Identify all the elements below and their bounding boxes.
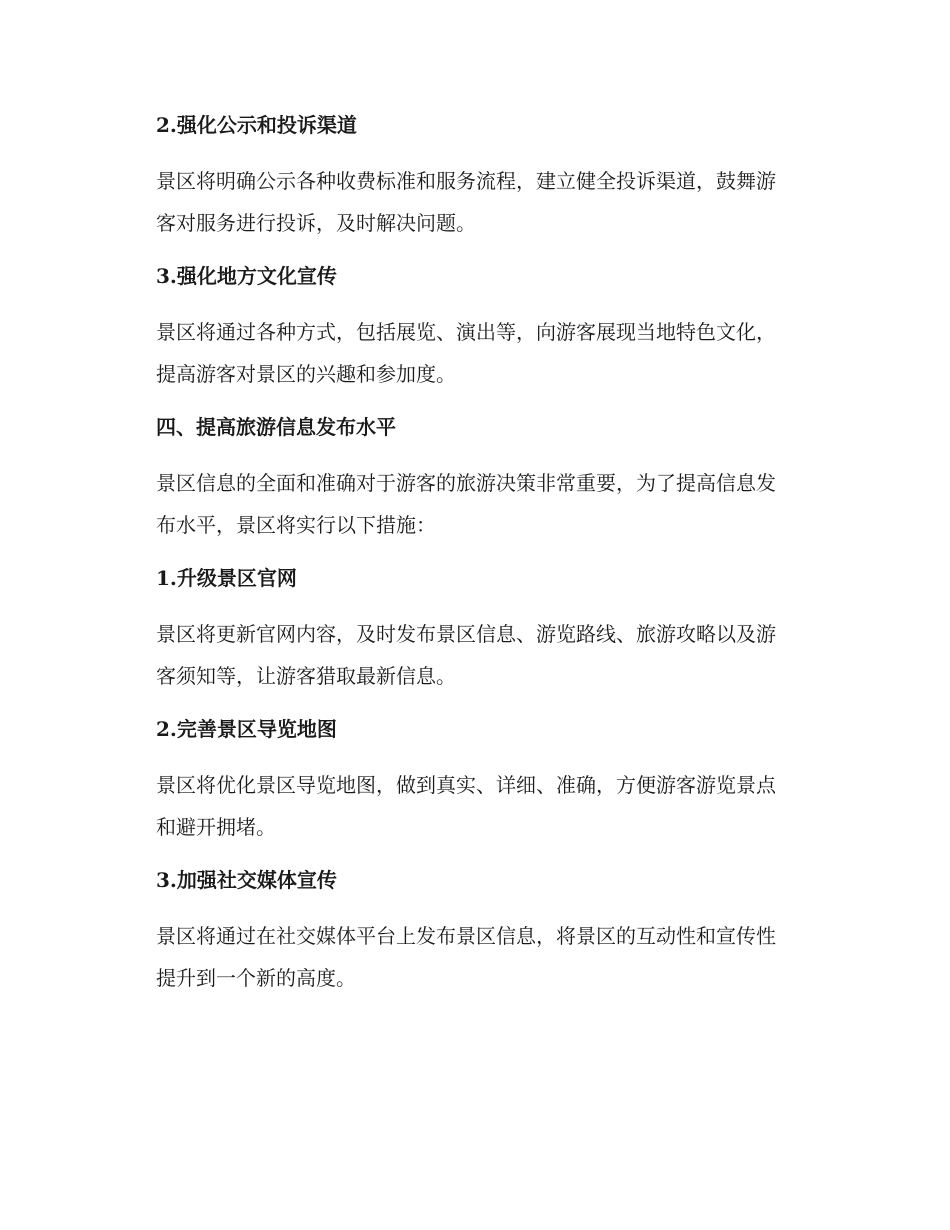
paragraph-line: 景区将明确公示各种收费标准和服务流程，建立健全投诉渠道，鼓舞游 [156, 169, 776, 193]
section-paragraph [113, 311, 832, 395]
paragraph-line: 景区信息的全面和准确对于游客的旅游决策非常重要，为了提高信息发 [156, 471, 776, 495]
section-paragraph [113, 915, 832, 999]
paragraph-line: 和避开拥堵。 [156, 815, 276, 839]
section-heading: 2.强化公示和投诉渠道 [156, 113, 357, 137]
section-heading: 2.完善景区导览地图 [156, 717, 337, 741]
section-heading: 1.升级景区官网 [156, 566, 297, 590]
paragraph-line: 景区将优化景区导览地图，做到真实、详细、准确，方便游客游览景点 [156, 773, 776, 797]
paragraph-line: 提高游客对景区的兴趣和参加度。 [156, 362, 456, 386]
paragraph-line: 提升到一个新的高度。 [156, 966, 356, 990]
section-paragraph [113, 764, 832, 848]
paragraph-line: 景区将通过在社交媒体平台上发布景区信息，将景区的互动性和宣传性 [156, 924, 776, 948]
section-paragraph [113, 613, 832, 697]
section-heading: 3.强化地方文化宣传 [156, 264, 337, 288]
section-heading: 3.加强社交媒体宣传 [156, 868, 337, 892]
section-heading: 四、提高旅游信息发布水平 [156, 415, 396, 439]
paragraph-line: 景区将通过各种方式，包括展览、演出等，向游客展现当地特色文化， [156, 320, 776, 344]
section-paragraph [113, 160, 832, 244]
paragraph-line: 客须知等，让游客猎取最新信息。 [156, 664, 456, 688]
paragraph-line: 客对服务进行投诉，及时解决问题。 [156, 211, 476, 235]
paragraph-line: 景区将更新官网内容，及时发布景区信息、游览路线、旅游攻略以及游 [156, 622, 776, 646]
paragraph-line: 布水平，景区将实行以下措施： [156, 513, 436, 537]
section-paragraph [113, 462, 832, 546]
